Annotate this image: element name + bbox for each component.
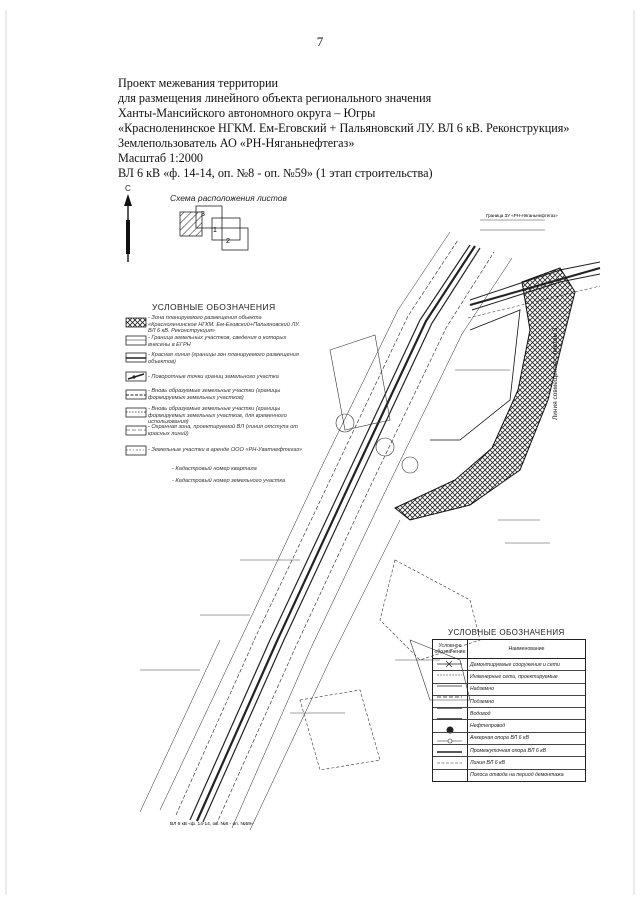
table-cell: Полоса отвода на период демонтажа bbox=[470, 772, 564, 779]
header-line: Проект межевания территории bbox=[118, 76, 279, 90]
legend-item: - Земельные участки в аренде ООО «РН-Уватнефтегаз» bbox=[148, 447, 303, 453]
scheme-title: Схема расположения листов bbox=[170, 193, 287, 203]
table-cell: Демонтируемые сооружения и сети bbox=[470, 661, 560, 668]
table-row bbox=[433, 684, 585, 696]
header-line: Масштаб 1:2000 bbox=[118, 151, 204, 165]
legend-item: - Вновь образуемые земельные участки (границы формируемых земельных участков) bbox=[148, 388, 281, 401]
table-cell: Подземно bbox=[470, 698, 494, 705]
north-arrow-icon bbox=[124, 194, 132, 262]
table-cell: Надземно bbox=[470, 686, 494, 693]
page-number: 7 bbox=[316, 34, 324, 49]
sheet-number: 1 bbox=[213, 227, 217, 234]
table-row bbox=[433, 708, 585, 720]
legend-item: - Вновь образуемые земельные участки (границы формируемых земельных участков, для временного использования) bbox=[148, 406, 287, 426]
sheet-join-label: Линия совмещения с листом 3 bbox=[552, 327, 559, 420]
map-label: Граница ЗУ «РН-Няганьнефтегаз» bbox=[486, 213, 558, 218]
table-header-name: Наименование bbox=[508, 646, 545, 652]
legend-table bbox=[432, 639, 586, 782]
table-cell: Инженерные сети, проектируемые bbox=[470, 673, 558, 680]
table-row bbox=[433, 770, 585, 781]
table-header-symbol: Условное обозначение bbox=[433, 640, 468, 658]
table-header bbox=[433, 640, 585, 659]
header-line: Ханты-Мансийского автономного округа – Югры bbox=[118, 106, 376, 120]
table-row bbox=[433, 671, 585, 683]
legend-item: - Кадастровый номер квартала bbox=[172, 466, 257, 472]
table-cell: Промежуточная опора ВЛ 6 кВ bbox=[470, 747, 547, 754]
header-line: для размещения линейного объекта регионального значения bbox=[118, 91, 432, 105]
map-label: ВЛ 6 кВ «ф. 14-14, оп. №8 - оп. №59» bbox=[170, 822, 254, 827]
table-row bbox=[433, 659, 585, 671]
table-row bbox=[433, 745, 585, 757]
sheet-number: 3 bbox=[201, 211, 205, 218]
legend-item: - Охранная зона, проектируемой ВЛ (линия отступа от красных линий) bbox=[148, 424, 298, 437]
legend-item: - Поворотные точки границ земельного участка bbox=[148, 374, 279, 380]
table-row bbox=[433, 733, 585, 745]
legend-item: - Кадастровый номер земельного участка bbox=[172, 478, 286, 484]
sheet-number: 2 bbox=[226, 238, 230, 245]
table-cell: Водовод bbox=[470, 710, 491, 717]
header-line: ВЛ 6 кВ «ф. 14-14, оп. №8 - оп. №59» (1 этап строительства) bbox=[118, 166, 433, 180]
legend-item: - Зона планируемого размещения объекта «Красноленинское НГКМ. Ем-Еговский+Пальяновский ЛУ. ВЛ 6 кВ. Реконструкция» bbox=[148, 315, 300, 335]
north-label: С bbox=[125, 184, 131, 193]
legend-title: УСЛОВНЫЕ ОБОЗНАЧЕНИЯ bbox=[152, 302, 276, 312]
table-cell: Нефтепровод bbox=[470, 723, 506, 730]
header-line: Землепользователь АО «РН-Няганьнефтегаз» bbox=[118, 136, 355, 150]
legend-item: - Граница земельных участков, сведения о которых внесены в ЕГРН bbox=[148, 335, 287, 348]
table-row bbox=[433, 757, 585, 769]
header-line: «Красноленинское НГКМ. Ем-Еговский + Пальяновский ЛУ. ВЛ 6 кВ. Реконструкция» bbox=[118, 121, 570, 135]
table-cell: Анкерная опора ВЛ 6 кВ bbox=[470, 735, 529, 742]
table-row bbox=[433, 720, 585, 732]
table-title: УСЛОВНЫЕ ОБОЗНАЧЕНИЯ bbox=[448, 628, 565, 637]
table-row bbox=[433, 696, 585, 708]
legend-symbols bbox=[126, 318, 146, 455]
table-cell: Линия ВЛ 6 кВ bbox=[470, 760, 505, 767]
legend-item: - Красная линия (границы зон планируемого размещения объектов) bbox=[148, 352, 299, 365]
